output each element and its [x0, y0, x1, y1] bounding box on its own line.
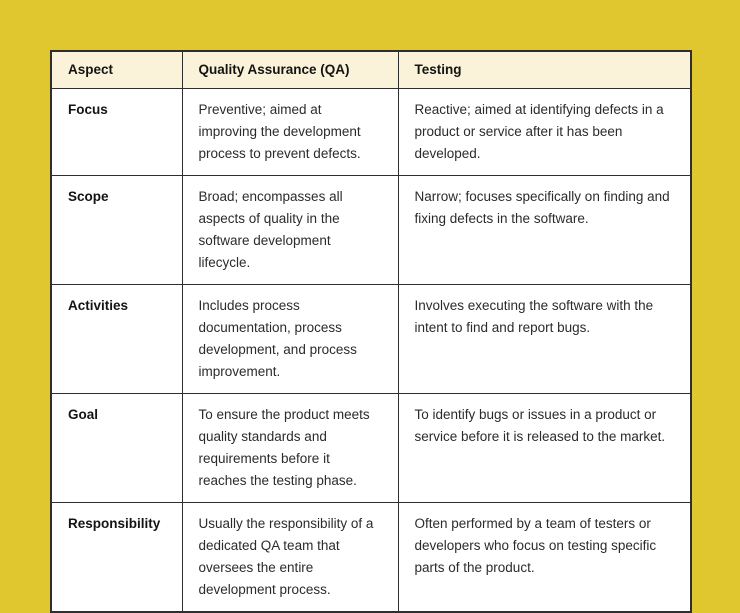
- column-header-aspect: Aspect: [51, 51, 182, 89]
- testing-cell: Involves executing the software with the intent to find and report bugs.: [398, 285, 691, 394]
- qa-vs-testing-comparison-table: [50, 50, 692, 613]
- aspect-label: Scope: [51, 176, 182, 285]
- aspect-label: Focus: [51, 89, 182, 176]
- table-header-row: [51, 51, 691, 89]
- testing-cell: Often performed by a team of testers or developers who focus on testing specific parts of the product.: [398, 503, 691, 613]
- table-row: [51, 285, 691, 394]
- qa-cell: Broad; encompasses all aspects of quality in the software development lifecycle.: [182, 176, 398, 285]
- testing-cell: To identify bugs or issues in a product or service before it is released to the market.: [398, 394, 691, 503]
- table-row: [51, 503, 691, 613]
- testing-cell: Narrow; focuses specifically on finding and fixing defects in the software.: [398, 176, 691, 285]
- testing-cell: Reactive; aimed at identifying defects in a product or service after it has been developed.: [398, 89, 691, 176]
- qa-cell: To ensure the product meets quality standards and requirements before it reaches the testing phase.: [182, 394, 398, 503]
- qa-cell: Preventive; aimed at improving the development process to prevent defects.: [182, 89, 398, 176]
- table-row: [51, 89, 691, 176]
- table-row: [51, 176, 691, 285]
- aspect-label: Activities: [51, 285, 182, 394]
- column-header-testing: Testing: [398, 51, 691, 89]
- aspect-label: Goal: [51, 394, 182, 503]
- column-header-qa: Quality Assurance (QA): [182, 51, 398, 89]
- qa-cell: Includes process documentation, process development, and process improvement.: [182, 285, 398, 394]
- table-row: [51, 394, 691, 503]
- qa-cell: Usually the responsibility of a dedicated QA team that oversees the entire development process.: [182, 503, 398, 613]
- aspect-label: Responsibility: [51, 503, 182, 613]
